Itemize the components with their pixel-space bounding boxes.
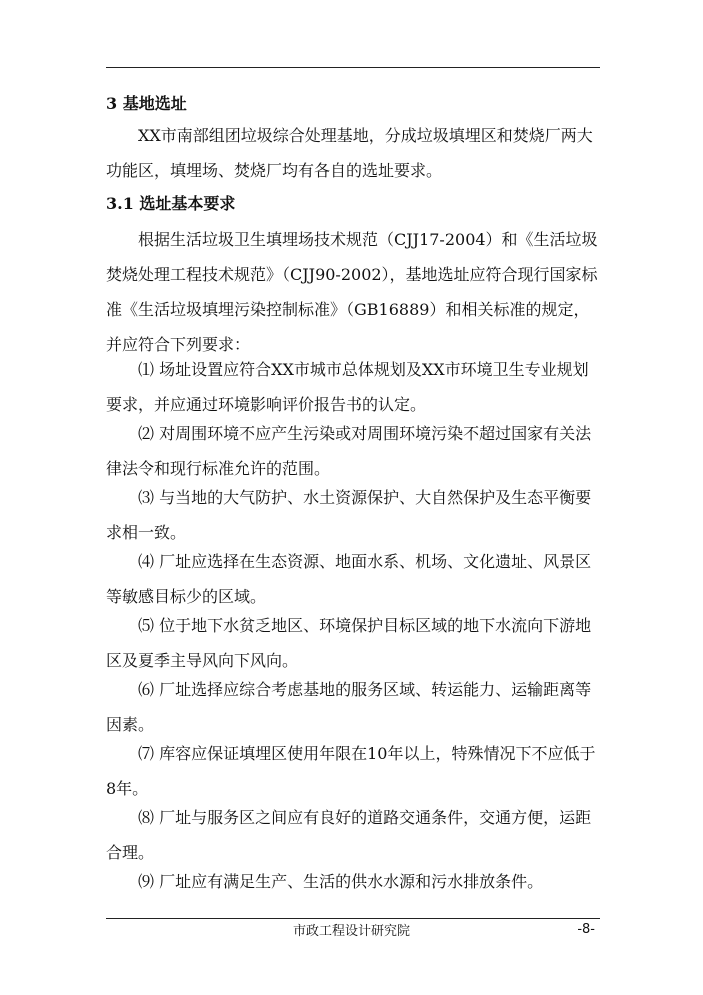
header-rule	[106, 67, 600, 68]
footer-rule	[106, 918, 600, 919]
subsection-title: 3.1 选址基本要求	[106, 194, 236, 213]
requirement-item-8: ⑻ 厂址与服务区之间应有良好的道路交通条件，交通方便，运距合理。	[106, 808, 592, 862]
section-title: 3 基地选址	[106, 94, 187, 113]
requirement-item-5: ⑸ 位于地下水贫乏地区、环境保护目标区域的地下水流向下游地区及夏季主导风向下风向。	[106, 616, 592, 670]
requirement-item-4: ⑷ 厂址应选择在生态资源、地面水系、机场、文化遗址、风景区等敏感目标少的区域。	[106, 552, 592, 606]
section-intro: XX市南部组团垃圾综合处理基地，分成垃圾填埋区和焚烧厂两大功能区，填埋场、焚烧厂均有各自的选址要求。	[106, 126, 593, 180]
requirement-item-6: ⑹ 厂址选择应综合考虑基地的服务区域、转运能力、运输距离等因素。	[106, 680, 592, 734]
footer-institute: 市政工程设计研究院	[292, 924, 410, 939]
requirement-item-3: ⑶ 与当地的大气防护、水土资源保护、大自然保护及生态平衡要求相一致。	[106, 488, 592, 542]
requirement-item-2: ⑵ 对周围环境不应产生污染或对周围环境污染不超过国家有关法律法令和现行标准允许的范围。	[106, 424, 592, 478]
requirement-item-9: ⑼ 厂址应有满足生产、生活的供水水源和污水排放条件。	[138, 872, 544, 891]
footer-page-number: -8-	[577, 922, 595, 937]
requirement-item-1: ⑴ 场址设置应符合XX市城市总体规划及XX市环境卫生专业规划要求，并应通过环境影响评价报告书的认定。	[106, 360, 589, 414]
subsection-intro: 根据生活垃圾卫生填埋场技术规范（CJJ17-2004）和《生活垃圾焚烧处理工程技术规范》（CJJ90-2002），基地选址应符合现行国家标准《生活垃圾填埋污染控制标准》（GB16889）和相关标准的规定，并应符合下列要求：	[106, 230, 598, 354]
requirement-item-7: ⑺ 库容应保证填埋区使用年限在10年以上，特殊情况下不应低于8年。	[106, 744, 596, 798]
